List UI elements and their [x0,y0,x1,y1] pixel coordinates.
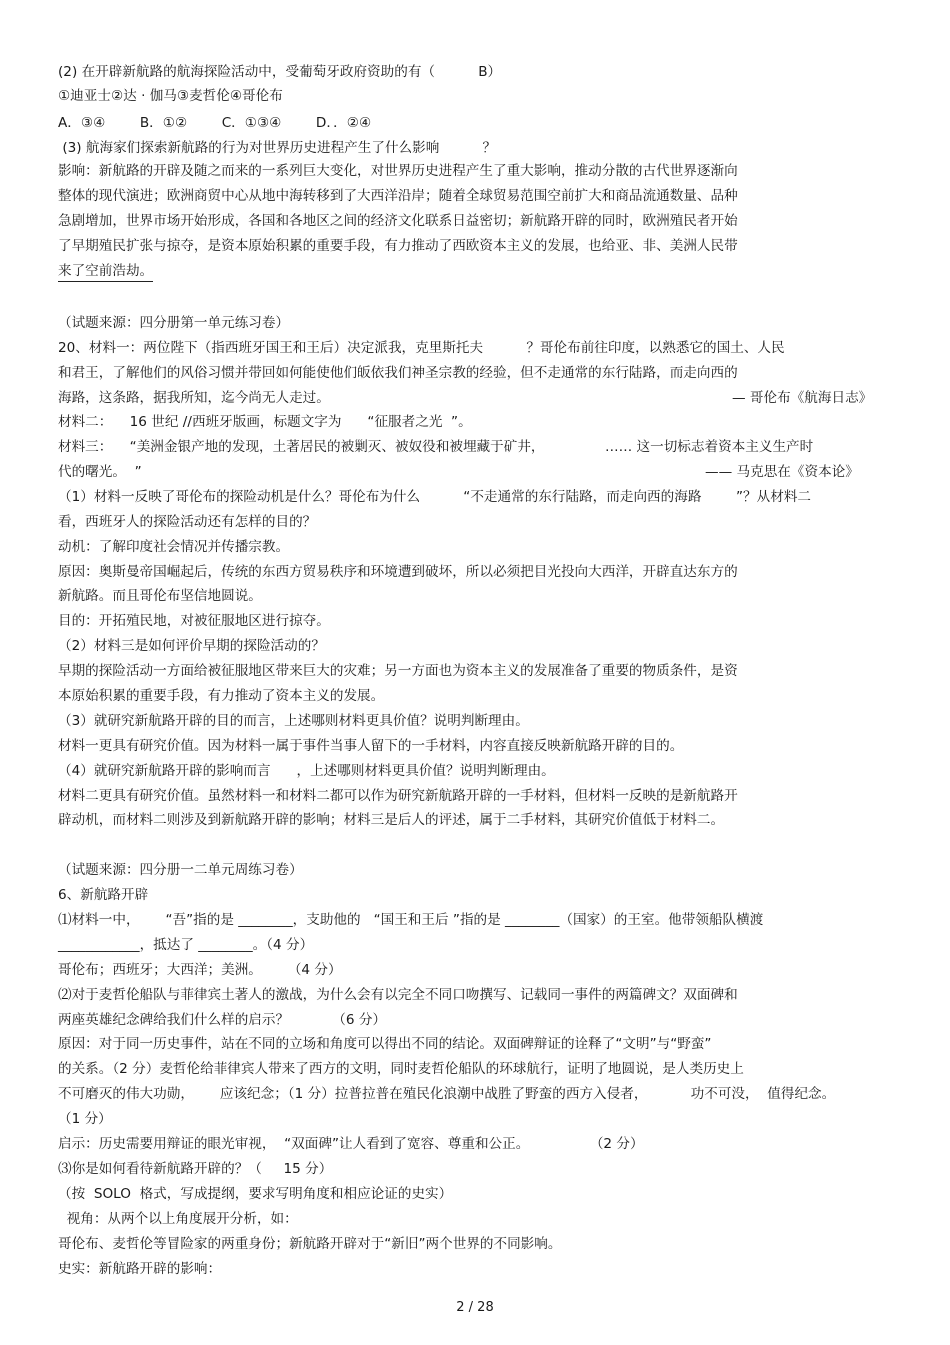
question-20-material-1: 和君王，了解他们的风俗习惯并带回如何能使他们皈依我们神圣宗教的经验，但不走通常的东行陆路，而走向西的 [58,365,738,381]
citation: —— 马克思在《资本论》 [705,464,859,480]
answer-line: 材料二更具有研究价值。虽然材料一和材料二都可以作为研究新航路开辟的一手材料，但材料一反映的是新航路开 [58,788,738,804]
question-20-sub-1: 看，西班牙人的探险活动还有怎样的目的？ [58,514,317,530]
question-3: (3) 航海家们探索新航路的行为对世界历史进程产生了什么影响 ？ [58,140,497,156]
question-20-material-1: 20、材料一：两位陛下（指西班牙国王和王后）决定派我，克里斯托夫 ？哥伦布前往印度，以熟悉它的国土、人民 [58,340,785,356]
question-2-items: ①迪亚士②达 · 伽马③麦哲伦④哥伦布 [58,88,283,104]
question-6-sub-1: ____________，抵达了 ________。（4 分） [58,937,314,953]
answer-line: 动机：了解印度社会情况并传播宗教。 [58,539,290,555]
answer-line: 本原始积累的重要手段，有力推动了资本主义的发展。 [58,688,385,704]
source-note: （试题来源：四分册一二单元周练习卷） [58,862,303,878]
answer-line: 史实：新航路开辟的影响： [58,1261,222,1277]
answer-line: 了早期殖民扩张与掠夺，是资本原始积累的重要手段，有力推动了西欧资本主义的发展，也给亚、非、美洲人民带 [58,238,738,254]
question-6-title: 6、新航路开辟 [58,887,149,903]
question-6-sub-2: ⑵对于麦哲伦船队与菲律宾土著人的激战，为什么会有以完全不同口吻撰写、记载同一事件的两篇碑文？双面碑和 [58,987,738,1003]
question-20-material-2: 材料二： 16 世纪 //西班牙版画，标题文字为 “征服者之光 ”。 [58,414,472,430]
question-2-options: A．③④ B．①② C．①③④ D．．②④ [58,115,372,131]
answer-line: 哥伦布；西班牙；大西洋；美洲。 （4 分） [58,962,342,978]
answer-line: 来了空前浩劫。 [58,262,153,282]
answer-line: 哥伦布、麦哲伦等冒险家的两重身份；新航路开辟对于“新旧”两个世界的不同影响。 [58,1236,562,1252]
answer-line: 原因：对于同一历史事件，站在不同的立场和角度可以得出不同的结论。双面碑辩证的诠释了“文明”与“野蛮” [58,1036,712,1052]
answer-line: （1 分） [58,1111,112,1127]
question-2: (2) 在开辟新航路的航海探险活动中，受葡萄牙政府资助的有（ B） [58,64,502,80]
question-6-sub-2: 两座英雄纪念碑给我们什么样的启示？ （6 分） [58,1012,387,1028]
question-6-sub-3: ⑶你是如何看待新航路开辟的？（ 15 分） [58,1161,333,1177]
source-note: （试题来源：四分册第一单元练习卷） [58,315,290,331]
question-20-material-3: 材料三： “美洲金银产地的发现，土著居民的被剿灭、被奴役和被埋藏于矿井， …… 这一切标志着资本主义生产时 [58,439,814,455]
answer-line: 视角：从两个以上角度展开分析，如： [58,1211,298,1227]
question-6-sub-3: （按 SOLO 格式，写成提纲，要求写明角度和相应论证的史实） [58,1186,453,1202]
answer-line: 影响：新航路的开辟及随之而来的一系列巨大变化，对世界历史进程产生了重大影响，推动分散的古代世界逐渐向 [58,163,738,179]
answer-line: 原因：奥斯曼帝国崛起后，传统的东西方贸易秩序和环境遭到破坏，所以必须把目光投向大西洋，开辟直达东方的 [58,564,738,580]
answer-line: 辟动机，而材料二则涉及到新航路开辟的影响；材料三是后人的评述，属于二手材料，其研究价值低于材料二。 [58,812,725,828]
question-20-material-3: 代的曙光。 ” [58,464,142,480]
answer-line: 的关系。（2 分）麦哲伦给菲律宾人带来了西方的文明，同时麦哲伦船队的环球航行，证明了地圆说，是人类历史上 [58,1061,744,1077]
question-20-sub-2: （2）材料三是如何评价早期的探险活动的？ [58,638,325,654]
citation: — 哥伦布《航海日志》 [732,390,873,406]
question-20-material-1: 海路，这条路，据我所知，迄今尚无人走过。 [58,390,330,406]
answer-line: 不可磨灭的伟大功勋， 应该纪念；（1 分）拉普拉普在殖民化浪潮中战胜了野蛮的西方入侵者， 功不可没， 值得纪念。 [58,1086,836,1102]
question-20-sub-3: （3）就研究新航路开辟的目的而言，上述哪则材料更具价值？说明判断理由。 [58,713,529,729]
answer-line: 整体的现代演进；欧洲商贸中心从地中海转移到了大西洋沿岸；随着全球贸易范围空前扩大和商品流通数量、品种 [58,188,738,204]
question-20-sub-1: （1）材料一反映了哥伦布的探险动机是什么？哥伦布为什么 “不走通常的东行陆路，而走向西的海路 ”？从材料二 [58,489,812,505]
answer-line: 早期的探险活动一方面给被征服地区带来巨大的灾难；另一方面也为资本主义的发展准备了重要的物质条件，是资 [58,663,738,679]
question-20-sub-4: （4）就研究新航路开辟的影响而言 ，上述哪则材料更具价值？说明判断理由。 [58,763,555,779]
answer-line: 材料一更具有研究价值。因为材料一属于事件当事人留下的一手材料，内容直接反映新航路开辟的目的。 [58,738,684,754]
page-number: 2 / 28 [456,1300,494,1315]
answer-line: 目的：开拓殖民地，对被征服地区进行掠夺。 [58,613,330,629]
answer-line: 启示：历史需要用辩证的眼光审视， “双面碑”让人看到了宽容、尊重和公正。 （2 分） [58,1136,644,1152]
answer-line: 新航路。而且哥伦布坚信地圆说。 [58,588,262,604]
question-6-sub-1: ⑴材料一中， “吾”指的是 ________，支助他的 “国王和王后 ”指的是 ________（国家）的王室。他带领船队横渡 [58,912,764,928]
answer-line: 急剧增加，世界市场开始形成，各国和各地区之间的经济文化联系日益密切；新航路开辟的同时，欧洲殖民者开始 [58,213,738,229]
